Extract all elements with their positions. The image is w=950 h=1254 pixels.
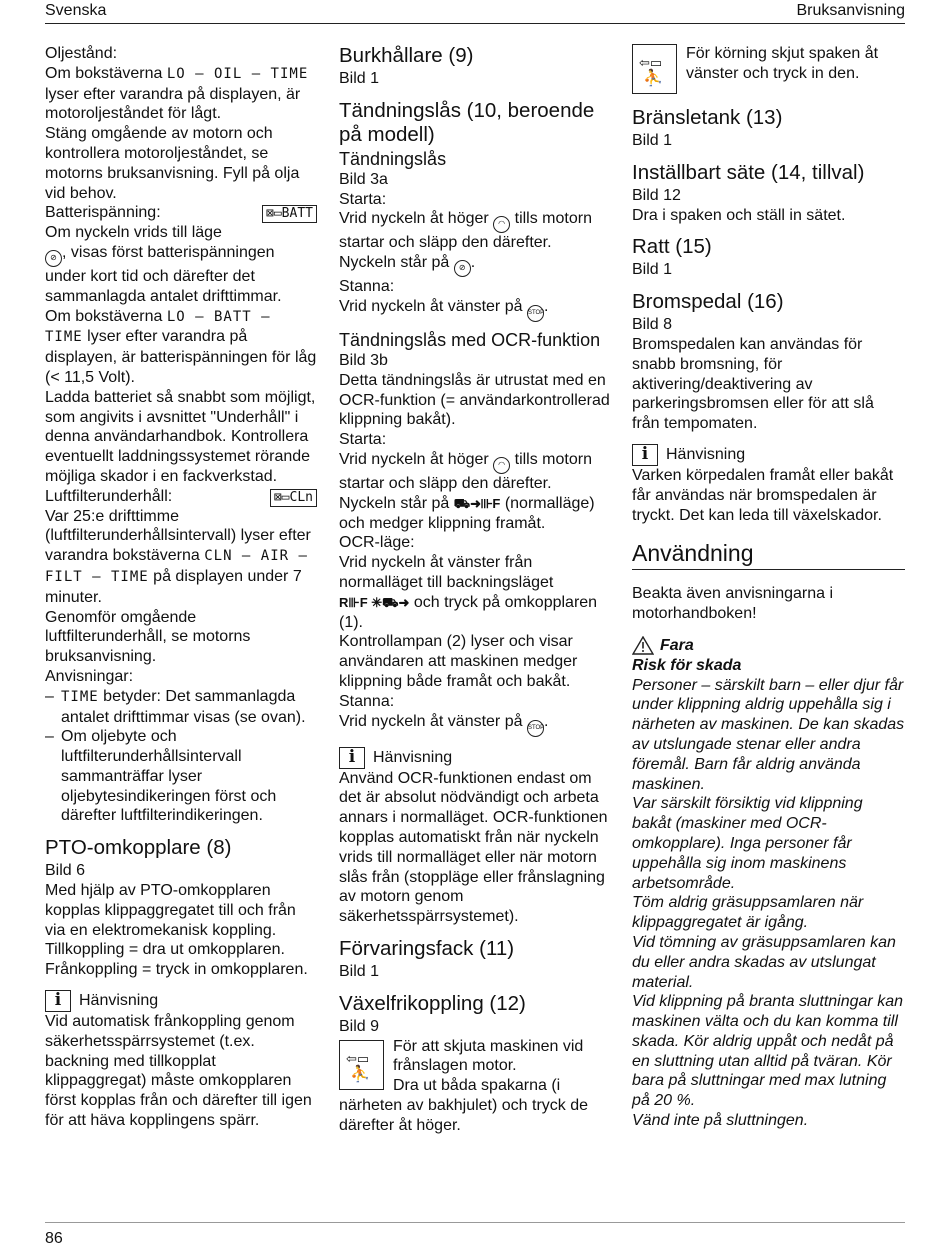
- warning-triangle-icon: [632, 636, 654, 655]
- warning-text: Personer – särskilt barn – eller djur får under klippning aldrig uppehålla sig i närheten av maskinen. De kan skadas av utslungade stenar eller andra föremål. Barn får aldrig använda maskinen.: [632, 676, 905, 793]
- ocr-figure-ref: Bild 3b: [339, 351, 388, 369]
- oil-label: Oljestånd:: [45, 45, 118, 62]
- lcd-text: TIME: [61, 688, 99, 705]
- brake-paragraph: Bromspedalen kan användas för snabb bromsning, för aktivering/deaktivering av parkeringsbromsen eller för att slå från tempomaten.: [632, 335, 874, 433]
- battery-charge-paragraph: Ladda batteriet så snabbt som möjligt, som angivits i avsnittet "Underhåll" i denna användarhandbok. Kontrollera eventuellt laddningssystemet rörande möjliga skador i en fackverkstad.: [45, 388, 316, 485]
- ocr-mode-paragraph: Vrid nyckeln åt vänster från normalläget till backningsläget R⊪F ✳⛟➜ och tryck på omkopplaren (1).: [339, 554, 598, 631]
- pto-off: Frånkoppling = tryck in omkopplaren.: [45, 961, 308, 979]
- info-icon: i: [339, 747, 365, 769]
- oil-instruction: Stäng omgående av motorn och kontrollera motoroljeståndet, se motorns bruksanvisning. Fyll på olja vid behov.: [45, 125, 300, 202]
- brake-heading: Bromspedal (16): [632, 290, 784, 314]
- key-start-icon: ◠: [493, 216, 510, 233]
- stop-label: Stanna:: [339, 692, 395, 710]
- hint-text: Varken körpedalen framåt eller bakåt får användas när bromspedalen är tryckt. Det kan leda till växelskador.: [632, 466, 894, 524]
- warning-text: Vänd inte på sluttningen.: [632, 1112, 809, 1130]
- key-stop-icon: STOP: [527, 305, 544, 322]
- steering-figure-ref: Bild 1: [632, 261, 673, 279]
- key-start-icon: ◠: [493, 457, 510, 474]
- freewheel-figure-ref: Bild 9: [339, 1017, 380, 1035]
- header-title: Bruksanvisning: [796, 2, 905, 19]
- footer-divider: [45, 1222, 905, 1223]
- column-2: [339, 44, 611, 1135]
- airfilter-instruction: Genomför omgående luftfilterunderhåll, se motorns bruksanvisning.: [45, 608, 251, 666]
- lcd-text: LO – BATT – TIME: [45, 308, 271, 346]
- oil-paragraph: Om bokstäverna LO – OIL – TIME lyser efter varandra på displayen, är motoroljeståndet för lågt.: [45, 64, 309, 123]
- ocr-heading: Tändningslås med OCR-funktion: [339, 329, 601, 350]
- header-language: Svenska: [45, 2, 107, 19]
- risk-subheading: Risk för skada: [632, 656, 742, 674]
- seat-heading: Inställbart säte (14, tillval): [632, 160, 865, 184]
- freewheel-instruction: Dra ut båda spakarna (i närheten av bakhjulet) och tryck de därefter åt höger.: [339, 1077, 589, 1134]
- fueltank-heading: Bränsletank (13): [632, 106, 783, 129]
- drive-paragraph: För körning skjut spaken åt vänster och tryck in den.: [686, 45, 879, 82]
- warning-text: Töm aldrig gräsuppsamlaren när klippaggregatet är igång.: [632, 894, 864, 932]
- usage-heading: Användning: [632, 539, 905, 570]
- hint-heading: i Hänvisning: [632, 444, 905, 466]
- seat-figure-ref: Bild 12: [632, 186, 681, 204]
- stop-paragraph: Vrid nyckeln åt vänster på STOP.: [339, 297, 611, 322]
- drive-lever-icon: ⇦▭ ⛹: [632, 44, 677, 94]
- battery-display-icon: ⊠▭BATT: [262, 205, 317, 223]
- freewheel-block: [339, 1037, 611, 1136]
- pto-on: Tillkoppling = dra ut omkopplaren.: [45, 941, 285, 959]
- pto-figure-ref: Bild 6: [45, 862, 86, 880]
- list-item: – Om oljebyte och luftfilterunderhållsintervall sammanträffar lyser oljebytesindikeringen först och därefter luftfilterindikeringen.: [45, 728, 277, 825]
- cupholder-heading: Burkhållare (9): [339, 44, 474, 67]
- info-icon: i: [632, 444, 658, 466]
- battery-low-paragraph: Om bokstäverna LO – BATT – TIME lyser efter varandra på displayen, är batterispänningen för låg (< 11,5 Volt).: [45, 307, 317, 386]
- reverse-mode-icon: R⊪F ✳⛟➜: [339, 594, 410, 610]
- ignition-figure-ref: Bild 3a: [339, 170, 388, 188]
- warning-text: Vid tömning av gräsuppsamlaren kan du eller andra skadas av utslungat material.: [632, 933, 896, 991]
- freewheel-paragraph: För att skjuta maskinen vid frånslagen motor.: [393, 1037, 584, 1075]
- stop-label: Stanna:: [339, 278, 395, 296]
- column-1: [45, 44, 317, 1131]
- warning-text: Var särskilt försiktig vid klippning bakåt (maskiner med OCR-omkopplare). Inga personer får uppehålla sig inom maskinens arbetsområde.: [632, 795, 863, 892]
- start-label: Starta:: [339, 431, 387, 449]
- drive-block: [632, 44, 905, 96]
- battery-label: Batterispänning:: [45, 204, 161, 222]
- hint-heading: i Hänvisning: [339, 747, 611, 769]
- key-run-icon: ⊘: [45, 250, 62, 267]
- steering-heading: Ratt (15): [632, 235, 712, 259]
- column-3: [632, 44, 905, 1131]
- seat-paragraph: Dra i spaken och ställ in sätet.: [632, 206, 846, 224]
- danger-heading: Fara: [632, 636, 905, 656]
- brake-figure-ref: Bild 8: [632, 316, 673, 334]
- forward-mode-icon: ⛟➜⊪F: [453, 495, 501, 511]
- ignition-subheading: Tändningslås: [339, 148, 447, 169]
- start-label: Starta:: [339, 190, 387, 208]
- storage-figure-ref: Bild 1: [339, 962, 380, 980]
- pto-heading: PTO-omkopplare (8): [45, 836, 232, 860]
- page-header: [45, 0, 905, 24]
- ocr-stop-paragraph: Vrid nyckeln åt vänster på STOP.: [339, 712, 611, 737]
- warning-text: Vid klippning på branta sluttningar kan maskinen välta och du kan komma till skada. Kör aldrig uppåt och nedåt på en sluttning utan alltid på tväran. Kör bara på sluttningar med max lutning på 20 %.: [632, 993, 903, 1110]
- storage-heading: Förvaringsfack (11): [339, 936, 515, 960]
- page-number: 86: [45, 1230, 63, 1247]
- ocr-start-paragraph: Vrid nyckeln åt höger ◠ tills motorn startar och släpp den därefter. Nyckeln står på ⛟➜⊪F (normalläge) och medger klippning framåt.: [339, 450, 595, 532]
- ignition-heading: Tändningslås (10, beroende på modell): [339, 98, 595, 146]
- push-lever-icon: ⇦▭ ⛹: [339, 1040, 384, 1090]
- ocr-paragraph: Detta tändningslås är utrustat med en OCR-funktion (= användarkontrollerad klippning bakåt).: [339, 371, 610, 429]
- cupholder-figure-ref: Bild 1: [339, 70, 380, 87]
- key-run-icon: ⊘: [454, 260, 471, 277]
- ocr-lamp-paragraph: Kontrollampan (2) lyser och visar användaren att maskinen medger klippning både framåt och bakåt.: [339, 633, 578, 690]
- lcd-text: CLN – AIR – FILT – TIME: [45, 548, 308, 585]
- key-stop-icon: STOP: [527, 720, 544, 737]
- notes-label: Anvisningar:: [45, 667, 134, 685]
- start-paragraph: Vrid nyckeln åt höger ◠ tills motorn startar och släpp den därefter. Nyckeln står på ⊘ .: [339, 209, 611, 277]
- list-item: – TIME betyder: Det sammanlagda antalet drifttimmar visas (se ovan).: [45, 687, 306, 726]
- ocr-mode-label: OCR-läge:: [339, 534, 415, 552]
- hint-heading: i Hänvisning: [45, 990, 317, 1012]
- pto-paragraph: Med hjälp av PTO-omkopplaren kopplas klippaggregatet till och från via en elektromekanisk koppling.: [45, 882, 296, 939]
- battery-paragraph: Om nyckeln vrids till läge ⊘ , visas först batterispänningen under kort tid och därefter det sammanlagda antalet drifttimmar.: [45, 224, 282, 305]
- lcd-text: LO – OIL – TIME: [166, 65, 309, 82]
- hint-text: Vid automatisk frånkoppling genom säkerhetsspärrsystemet (t.ex. backning med tillkopplat klippaggregat) måste omkopplaren först kopplas från och därefter till igen för att häva kopplingens spärr.: [45, 1013, 312, 1130]
- usage-paragraph: Beakta även anvisningarna i motorhandboken!: [632, 585, 834, 623]
- info-icon: i: [45, 990, 71, 1012]
- fueltank-figure-ref: Bild 1: [632, 132, 673, 149]
- hint-text: Använd OCR-funktionen endast om det är absolut nödvändigt och arbeta annars i normalläget. OCR-funktionen kopplas automatiskt från när nyckeln vrids till normalläget eller när motorn slås från (stoppläge eller frånslagning av motorn genom säkerhetsspärrsystemet).: [339, 769, 608, 926]
- airfilter-display-icon: ⊠▭CLn: [270, 489, 317, 507]
- airfilter-label: Luftfilterunderhåll:: [45, 487, 173, 505]
- freewheel-heading: Växelfrikoppling (12): [339, 991, 526, 1015]
- airfilter-paragraph: Var 25:e drifttimme (luftfilterunderhållsintervall) lyser efter varandra bokstäverna CLN – AIR – FILT – TIME på displayen under 7 minuter.: [45, 507, 311, 606]
